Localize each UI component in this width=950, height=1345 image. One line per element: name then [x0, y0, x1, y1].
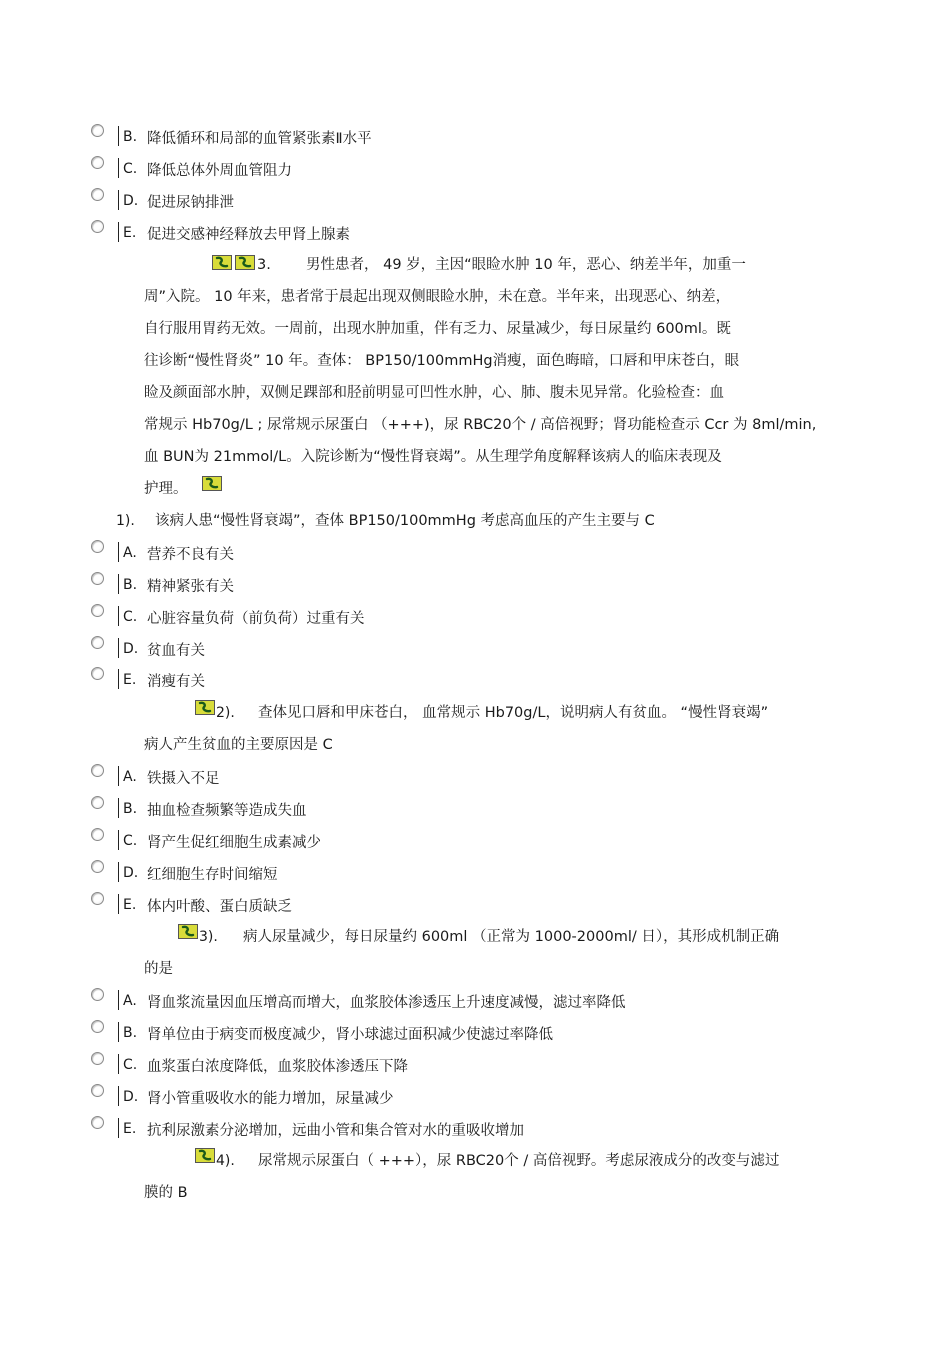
option-text: 肾产生促红细胞生成素减少	[147, 835, 321, 851]
radio-button[interactable]	[91, 828, 104, 841]
case-line: 护理。	[144, 481, 188, 497]
radio-button[interactable]	[91, 667, 104, 680]
option-letter: A.	[123, 769, 137, 785]
divider	[118, 894, 119, 914]
option-row[interactable]	[88, 1082, 848, 1108]
radio-button[interactable]	[91, 188, 104, 201]
radio-button[interactable]	[91, 764, 104, 777]
question-stem: 查体见口唇和甲床苍白， 血常规示 Hb70g/L，说明病人有贫血。 “慢性肾衰竭”	[258, 705, 769, 721]
option-row[interactable]	[88, 186, 848, 212]
option-letter: E.	[123, 672, 137, 688]
question-stem: 膜的 B	[144, 1185, 188, 1201]
option-text: 体内叶酸、蛋白质缺乏	[147, 899, 292, 915]
divider	[118, 766, 119, 786]
divider	[118, 669, 119, 689]
scroll-icon[interactable]	[235, 255, 255, 270]
divider	[118, 126, 119, 146]
option-text: 肾小管重吸收水的能力增加，尿量减少	[147, 1091, 394, 1107]
option-text: 降低总体外周血管阻力	[147, 163, 292, 179]
case-number: 3.	[257, 257, 271, 273]
option-letter: D.	[123, 865, 139, 881]
question-stem: 该病人患“慢性肾衰竭”，查体 BP150/100mmHg 考虑高血压的产生主要与 C	[155, 513, 655, 529]
option-text: 降低循环和局部的血管紧张素Ⅱ水平	[147, 131, 372, 147]
option-text: 促进交感神经释放去甲肾上腺素	[147, 227, 350, 243]
case-line: 血 BUN为 21mmol/L。入院诊断为“慢性肾衰竭”。从生理学角度解释该病人的临床表现及	[144, 449, 722, 465]
option-letter: C.	[123, 1057, 138, 1073]
option-row[interactable]	[88, 634, 848, 660]
radio-button[interactable]	[91, 988, 104, 1001]
option-letter: B.	[123, 801, 138, 817]
option-letter: D.	[123, 193, 139, 209]
radio-button[interactable]	[91, 156, 104, 169]
option-text: 贫血有关	[147, 643, 205, 659]
divider	[118, 990, 119, 1010]
option-row[interactable]	[88, 986, 848, 1012]
option-row[interactable]	[88, 890, 848, 916]
case-line: 常规示 Hb70g/L ; 尿常规示尿蛋白 （+++)，尿 RBC20个 / 高倍视野；肾功能检查示 Ccr 为 8ml/min,	[144, 417, 817, 433]
option-row[interactable]	[88, 538, 848, 564]
scroll-icon[interactable]	[195, 700, 215, 715]
scroll-icon[interactable]	[212, 255, 232, 270]
question-stem: 的是	[144, 961, 173, 977]
divider	[118, 158, 119, 178]
option-text: 抗利尿激素分泌增加，远曲小管和集合管对水的重吸收增加	[147, 1123, 524, 1139]
radio-button[interactable]	[91, 860, 104, 873]
option-text: 促进尿钠排泄	[147, 195, 234, 211]
option-letter: C.	[123, 609, 138, 625]
divider	[118, 862, 119, 882]
option-text: 心脏容量负荷（前负荷）过重有关	[147, 611, 365, 627]
divider	[118, 1086, 119, 1106]
option-text: 肾血浆流量因血压增高而增大，血浆胶体渗透压上升速度减慢，滤过率降低	[147, 995, 626, 1011]
option-letter: C.	[123, 161, 138, 177]
scroll-icon[interactable]	[178, 924, 198, 939]
divider	[118, 1118, 119, 1138]
divider	[118, 1054, 119, 1074]
option-text: 消瘦有关	[147, 674, 205, 690]
radio-button[interactable]	[91, 1052, 104, 1065]
question-number: 1).	[116, 513, 135, 529]
option-row[interactable]	[88, 762, 848, 788]
radio-button[interactable]	[91, 892, 104, 905]
radio-button[interactable]	[91, 636, 104, 649]
divider	[118, 606, 119, 626]
option-row[interactable]	[88, 1018, 848, 1044]
radio-button[interactable]	[91, 572, 104, 585]
option-letter: D.	[123, 641, 139, 657]
option-row[interactable]	[88, 602, 848, 628]
option-text: 精神紧张有关	[147, 579, 234, 595]
radio-button[interactable]	[91, 540, 104, 553]
divider	[118, 190, 119, 210]
option-letter: B.	[123, 1025, 138, 1041]
question-number: 3).	[199, 929, 218, 945]
option-row[interactable]	[88, 122, 848, 148]
question-stem: 病人产生贫血的主要原因是 C	[144, 737, 333, 753]
option-row[interactable]	[88, 826, 848, 852]
option-text: 血浆蛋白浓度降低，血浆胶体渗透压下降	[147, 1059, 408, 1075]
question-number: 4).	[216, 1153, 235, 1169]
divider	[118, 574, 119, 594]
divider	[118, 798, 119, 818]
option-row[interactable]	[88, 665, 848, 691]
divider	[118, 222, 119, 242]
option-text: 肾单位由于病变而极度减少，肾小球滤过面积减少使滤过率降低	[147, 1027, 553, 1043]
scroll-icon[interactable]	[202, 476, 222, 491]
radio-button[interactable]	[91, 796, 104, 809]
case-line: 睑及颜面部水肿，双侧足踝部和胫前明显可凹性水肿，心、肺、腹未见异常。化验检查：血	[144, 385, 724, 401]
option-letter: D.	[123, 1089, 139, 1105]
option-text: 铁摄入不足	[147, 771, 220, 787]
option-row[interactable]	[88, 858, 848, 884]
option-letter: B.	[123, 577, 138, 593]
option-letter: E.	[123, 1121, 137, 1137]
question-number: 2).	[216, 705, 235, 721]
option-row[interactable]	[88, 1050, 848, 1076]
radio-button[interactable]	[91, 220, 104, 233]
option-letter: E.	[123, 225, 137, 241]
option-letter: C.	[123, 833, 138, 849]
option-row[interactable]	[88, 570, 848, 596]
radio-button[interactable]	[91, 604, 104, 617]
option-letter: A.	[123, 993, 137, 1009]
question-stem: 病人尿量减少，每日尿量约 600ml （正常为 1000-2000ml/ 日），其形成机制正确	[243, 929, 780, 945]
question-stem: 尿常规示尿蛋白（ +++），尿 RBC20个 / 高倍视野。考虑尿液成分的改变与滤过	[258, 1153, 780, 1169]
case-line: 自行服用胃药无效。一周前，出现水肿加重，伴有乏力、尿量减少，每日尿量约 600ml。既	[144, 321, 731, 337]
radio-button[interactable]	[91, 124, 104, 137]
option-letter: B.	[123, 129, 138, 145]
radio-button[interactable]	[91, 1020, 104, 1033]
divider	[118, 830, 119, 850]
radio-button[interactable]	[91, 1116, 104, 1129]
option-row[interactable]	[88, 794, 848, 820]
scroll-icon[interactable]	[195, 1148, 215, 1163]
option-letter: E.	[123, 897, 137, 913]
case-line: 男性患者， 49 岁，主因“眼睑水肿 10 年，恶心、纳差半年，加重一	[306, 257, 746, 273]
radio-button[interactable]	[91, 1084, 104, 1097]
option-text: 抽血检查频繁等造成失血	[147, 803, 307, 819]
option-text: 营养不良有关	[147, 547, 234, 563]
divider	[118, 1022, 119, 1042]
option-text: 红细胞生存时间缩短	[147, 867, 278, 883]
option-row[interactable]	[88, 154, 848, 180]
option-row[interactable]	[88, 1114, 848, 1140]
case-line: 往诊断“慢性肾炎” 10 年。查体： BP150/100mmHg消瘦，面色晦暗，口唇和甲床苍白，眼	[144, 353, 740, 369]
case-line: 周”入院。 10 年来，患者常于晨起出现双侧眼睑水肿，未在意。半年来，出现恶心、纳差，	[144, 289, 731, 305]
divider	[118, 542, 119, 562]
option-row[interactable]	[88, 218, 848, 244]
divider	[118, 638, 119, 658]
option-letter: A.	[123, 545, 137, 561]
